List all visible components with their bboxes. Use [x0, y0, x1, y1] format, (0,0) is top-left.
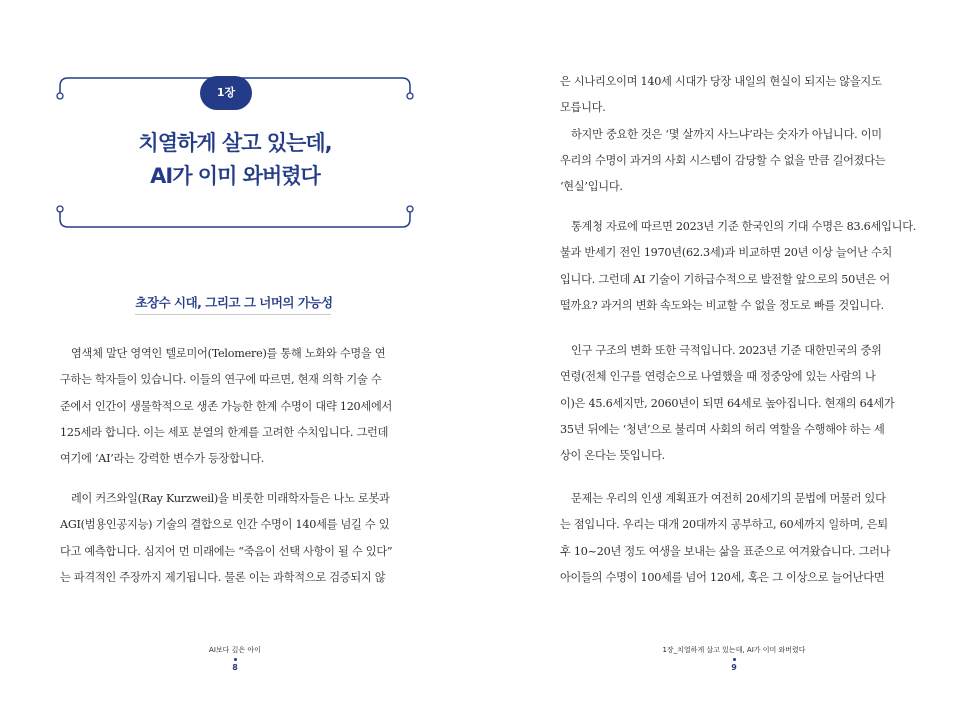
footer-chapter-title: 1장_치열하게 살고 있는데, AI가 이미 와버렸다 — [662, 646, 806, 654]
section-subheading: 초장수 시대, 그리고 그 너머의 가능성 — [135, 295, 333, 310]
text-line: 모릅니다. — [560, 101, 606, 115]
text-line: 통계청 자료에 따르면 2023년 기준 한국인의 기대 수명은 83.6세입니다. — [571, 220, 917, 233]
paragraph — [560, 214, 917, 319]
text-line: 염색체 말단 영역인 텔로미어(Telomere)를 통해 노화와 수명을 연 — [71, 347, 386, 360]
text-line: 후 10~20년 정도 여생을 보내는 삶을 표준으로 여겨왔습니다. 그러나 — [560, 544, 891, 558]
text-line: 은 시나리오이며 140세 시대가 당장 내일의 현실이 되지는 않을지도 — [560, 75, 882, 88]
text-line: 125세라 합니다. 이는 세포 분열의 한계를 고려한 수치입니다. 그런데 — [60, 425, 389, 439]
text-line: 불과 반세기 전인 1970년(62.3세)과 비교하면 20년 이상 늘어난 수치 — [560, 246, 893, 260]
footer-book-title: AI보다 깊은 아이 — [209, 646, 261, 654]
text-line: 떨까요? 과거의 변화 속도와는 비교할 수 없을 정도로 빠를 것입니다. — [560, 298, 884, 312]
text-line: 상이 온다는 뜻입니다. — [560, 449, 665, 463]
subheading-underline — [135, 314, 331, 315]
text-line: 는 파격적인 주장까지 제기됩니다. 물론 이는 과학적으로 검증되지 않 — [60, 570, 386, 584]
chapter-title-line2: AI가 이미 와버렸다 — [150, 164, 320, 188]
text-line: ‘현실’입니다. — [560, 180, 623, 194]
text-line: 이)은 45.6세지만, 2060년이 되면 64세로 높아집니다. 현재의 64세가 — [560, 396, 895, 410]
footer-dot — [234, 658, 237, 661]
chapter-badge: 1장 — [200, 76, 252, 110]
chapter-title-line1: 치열하게 살고 있는데, — [138, 131, 332, 155]
paragraph — [560, 69, 912, 200]
page-number: 9 — [731, 663, 737, 672]
paragraph — [560, 486, 912, 591]
text-line: 우리의 수명이 과거의 사회 시스템이 감당할 수 없을 만큼 길어졌다는 — [560, 153, 886, 167]
page-number: 8 — [232, 663, 238, 672]
text-line: 문제는 우리의 인생 계획표가 여전히 20세기의 문법에 머물러 있다 — [571, 492, 886, 505]
paragraph — [60, 486, 410, 591]
text-line: 35년 뒤에는 ‘청년’으로 불리며 사회의 허리 역할을 수행해야 하는 세 — [560, 422, 885, 436]
text-line: 입니다. 그런데 AI 기술이 기하급수적으로 발전할 앞으로의 50년은 어 — [560, 272, 890, 286]
page-footer — [135, 645, 335, 672]
text-line: 는 점입니다. 우리는 대개 20대까지 공부하고, 60세까지 일하며, 은퇴 — [560, 518, 888, 532]
text-line: 인구 구조의 변화 또한 극적입니다. 2023년 기준 대한민국의 중위 — [571, 344, 882, 357]
paragraph — [60, 341, 410, 472]
text-line: 레이 커즈와일(Ray Kurzweil)을 비롯한 미래학자들은 나노 로봇과 — [71, 492, 390, 505]
text-line: 여기에 ‘AI’라는 강력한 변수가 등장합니다. — [60, 452, 265, 466]
chapter-frame — [0, 0, 484, 240]
text-line: 준에서 인간이 생물학적으로 생존 가능한 한계 수명이 대략 120세에서 — [60, 399, 393, 413]
text-line: 아이들의 수명이 100세를 넘어 120세, 혹은 그 이상으로 늘어난다면 — [560, 570, 885, 584]
paragraph — [560, 338, 912, 469]
text-line: 다고 예측합니다. 심지어 먼 미래에는 “죽음이 선택 사항이 될 수 있다” — [60, 544, 393, 558]
footer-dot — [733, 658, 736, 661]
text-line: AGI(범용인공지능) 기술의 결합으로 인간 수명이 140세를 넘길 수 있 — [60, 518, 390, 532]
page-footer — [634, 645, 834, 672]
text-line: 연령(전체 인구를 연령순으로 나열했을 때 정중앙에 있는 사람의 나 — [560, 370, 876, 384]
text-line: 구하는 학자들이 있습니다. 이들의 연구에 따르면, 현재 의학 기술 수 — [60, 373, 382, 387]
text-line: 하지만 중요한 것은 ‘몇 살까지 사느냐’라는 숫자가 아닙니다. 이미 — [571, 127, 882, 141]
